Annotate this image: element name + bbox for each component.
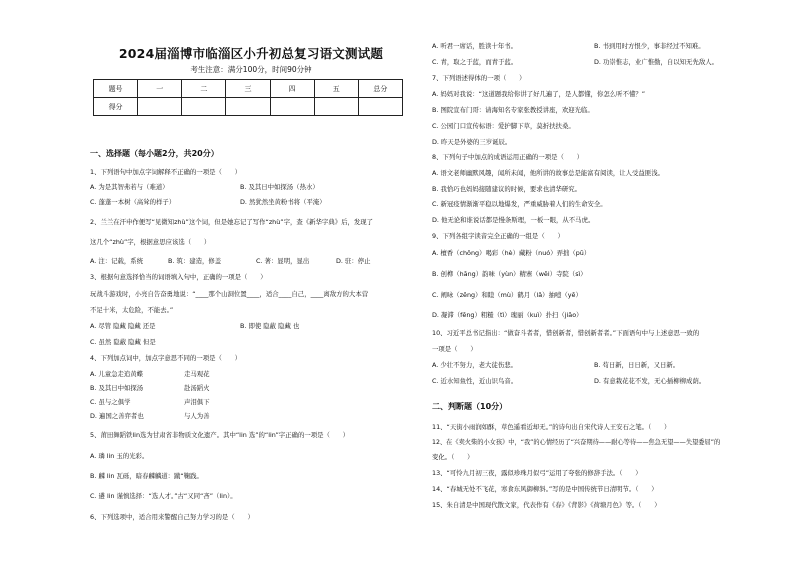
question-12: 12、在《卖火柴的小女孩》中，“我”的心情经历了“兴奋期待——耐心等待——焦急无望——失望委屈”的: [432, 438, 721, 446]
question-2-stem-continued: 这几个“zhù”字，根据意思应该选（ ）: [90, 238, 211, 246]
question-4-option-a-pair: 走马观花: [184, 370, 210, 378]
question-12-continued: 变化。（ ）: [432, 453, 474, 461]
question-7-option-a: A. 妈妈对我说：“这道题我给你讲了好几遍了，是人都懂，你怎么听不懂？”: [432, 90, 646, 98]
question-2-option-b: B. 筑：建造，修盖: [168, 257, 222, 265]
score-cell: [314, 98, 358, 116]
question-1-stem: 1、下列语句中加点字词解释不正确的一项是（ ）: [90, 168, 242, 176]
score-cell: [226, 98, 270, 116]
question-1-option-a: A. 为是其智弗若与（难道）: [90, 183, 169, 191]
question-3-stem: 3、根据句意选择恰当的词语填入句中，正确的一项是（ ）: [90, 273, 267, 281]
question-6-option-b: B. 书到用时方恨少，事非经过不知难。: [594, 42, 705, 50]
question-6-option-d: D. 功崇惟志，业广惟勤，自以知无先敌人。: [594, 58, 719, 66]
right-column: [430, 0, 720, 562]
question-1-option-c: C. 蓬蓬一本树（高耸的样子）: [90, 198, 176, 206]
question-2-option-d: D. 驻：停止: [336, 257, 371, 265]
question-4-option-c: C. 虽与之俱学: [90, 398, 131, 406]
question-7-option-c: C. 公园门口宣传标语：爱护脚下草，莫折扶扶桑。: [432, 122, 575, 130]
question-5-stem: 5、莆田舞蹈铁lin选为甘肃省非物质文化遗产。其中“lin 选”的“lin”字正确的一项是（ ）: [90, 431, 350, 439]
exam-title: 2024届淄博市临淄区小升初总复习语文测试题: [118, 46, 384, 61]
score-row-label: 得分: [94, 98, 138, 116]
question-4-option-d: D. 遍国之善弈者也: [90, 412, 144, 420]
question-3-option-a: A. 尽管 隐藏 隐藏 还是: [90, 322, 156, 330]
question-6-option-c: C. 青，取之于蓝，而青于蓝。: [432, 58, 518, 66]
score-table-header-cell: 三: [226, 80, 270, 98]
score-table-header-cell: 总分: [358, 80, 402, 98]
question-8-option-c: C. 新冠疫情渐渐平稳以地爆发，严重威胁着人们的生命安全。: [432, 200, 607, 208]
question-10-stem-continued: 一项是（ ）: [432, 345, 477, 353]
score-table-header-cell: 五: [314, 80, 358, 98]
question-4-option-a: A. 儿童急走追黄蝶: [90, 370, 144, 378]
question-3-option-c: C. 虽然 隐蔽 隐藏 但是: [90, 338, 156, 346]
question-5-option-a: A. 璘 lin 玉的光彩。: [90, 452, 149, 460]
score-table-header-row: [94, 80, 403, 98]
score-cell: [358, 98, 402, 116]
question-10-option-c: C. 近水知鱼性，近山识鸟音。: [432, 377, 518, 385]
question-8-option-d: D. 他无论和谁说话都是慢条斯理，一板一眼，从不马虎。: [432, 216, 595, 224]
section-heading-judgement: 二、判断题（10分）: [432, 402, 508, 411]
question-13: 13、“可怜九月初三夜，露似珍珠月似弓”运用了夸张的修辞手法。（ ）: [432, 469, 642, 477]
question-9-option-d: D. 凝滞（fēng）粗糙（tì）瑰丽（kuì）扑扫（jiāo）: [432, 311, 583, 319]
question-10-option-b: B. 苟日新，日日新，又日新。: [594, 361, 680, 369]
score-cell: [138, 98, 182, 116]
score-cell: [182, 98, 226, 116]
question-2-option-c: C. 著：显明，显出: [256, 257, 310, 265]
question-5-option-c: C. 遴 lin 谨慎选择：“选人才。”古“又同“吝”（lin）。: [90, 492, 237, 500]
question-2-option-a: A. 注：记载，系统: [90, 257, 144, 265]
question-10-option-a: A. 少壮不努力，老大徒伤悲。: [432, 361, 518, 369]
section-heading-choice: 一、选择题（每小题2分，共20分）: [90, 149, 219, 158]
question-1-option-b: B. 及其日中如探汤（热水）: [240, 183, 319, 191]
question-4-stem: 4、下列加点词中，加点字意思不同的一项是（ ）: [90, 354, 242, 362]
question-8-stem: 8、下列句子中加点的成语运用正确的一项是（ ）: [432, 153, 584, 161]
question-7-stem: 7、下列语述得体的一项（ ）: [432, 74, 526, 82]
question-4-option-b: B. 及其日中如探汤: [90, 384, 144, 392]
question-7-option-b: B. 图院宣布门哥：请海知名专家张教授讲座，欢迎光临。: [432, 106, 594, 114]
question-15: 15、朱自清是中国现代散文家，代表作有《春》《背影》《荷塘月色》等。（ ）: [432, 501, 661, 509]
exam-notice: 考生注意：满分100分，时间90分钟: [190, 65, 312, 74]
question-7-option-d: D. 昨天是外婆的三岁诞辰。: [432, 138, 512, 146]
question-6-stem: 6、下列选项中，适合用来警醒自己努力学习的是（ ）: [90, 513, 254, 521]
score-cell: [270, 98, 314, 116]
question-8-option-a: A. 语文老师幽默风趣，闻所未闻，他所讲的故事总是能富有阅读，让人受益匪浅。: [432, 169, 664, 177]
question-3-passage: 玩战斗游戏时，小亮自告奋勇地说：“____那个山洞位置____，适合____自己，____离敌方的大本营: [90, 290, 369, 298]
question-5-option-b: B. 麟 lin 瓦砾，暗春麟麟道：蹴“鞠践。: [90, 472, 203, 480]
question-3-option-b: B. 即使 隐蔽 隐藏 也: [240, 322, 300, 330]
question-2-stem: 2、兰兰在汗申作便写“见微知zhù”这个词，但是她忘记了写作“zhù”字，查《新华字典》后，发现了: [90, 218, 374, 226]
score-table-header-cell: 二: [182, 80, 226, 98]
question-3-passage-continued: 不足十米，太危险，不能去。”: [90, 306, 174, 314]
score-table-header-cell: 题号: [94, 80, 138, 98]
question-11: 11、“天街小雨润如酥，草色遥看近却无。”的诗句出自宋代诗人王安石之笔。（ ）: [432, 423, 671, 431]
question-9-option-c: C. 阐咏（zēng）和睦（mù）鹤月（lǎ）抽噎（yē）: [432, 291, 582, 299]
question-4-option-d-pair: 与人为善: [184, 412, 210, 420]
question-14: 14、“春城无处不飞花，寒食东风御柳斜。”写的是中国传统节日清明节。（ ）: [432, 485, 658, 493]
question-9-option-a: A. 檀香（chǒng）喝彩（hè）藏粉（nuó）弄拙（pū）: [432, 249, 591, 257]
question-4-option-b-pair: 赴汤蹈火: [184, 384, 210, 392]
question-1-option-d: D. 然犹然坐黄粉书将（平淹）: [240, 198, 326, 206]
question-9-option-b: B. 创榫（hāng）韵味（yùn）精寨（wēi）寺院（sì）: [432, 270, 587, 278]
score-table-header-cell: 四: [270, 80, 314, 98]
question-10-option-d: D. 有意栽花花不发，无心插柳柳成荫。: [594, 377, 706, 385]
question-8-option-b: B. 我恰巧也妈妈接随建议的时候，要求也清华研究。: [432, 185, 582, 193]
question-4-option-c-pair: 声泪俱下: [184, 398, 210, 406]
question-6-option-a: A. 听君一席话，胜读十年书。: [432, 42, 518, 50]
question-9-stem: 9、下列各组字读音完全正确的一组是（ ）: [432, 232, 564, 240]
score-table: [93, 79, 403, 116]
left-column: [88, 0, 414, 562]
score-table-score-row: [94, 98, 403, 116]
question-10-stem: 10、习近平总书记指出：“做奋斗者者，惜创新者，惜创新者者。”下面语句中与上述意思一致的: [432, 329, 700, 337]
score-table-header-cell: 一: [138, 80, 182, 98]
